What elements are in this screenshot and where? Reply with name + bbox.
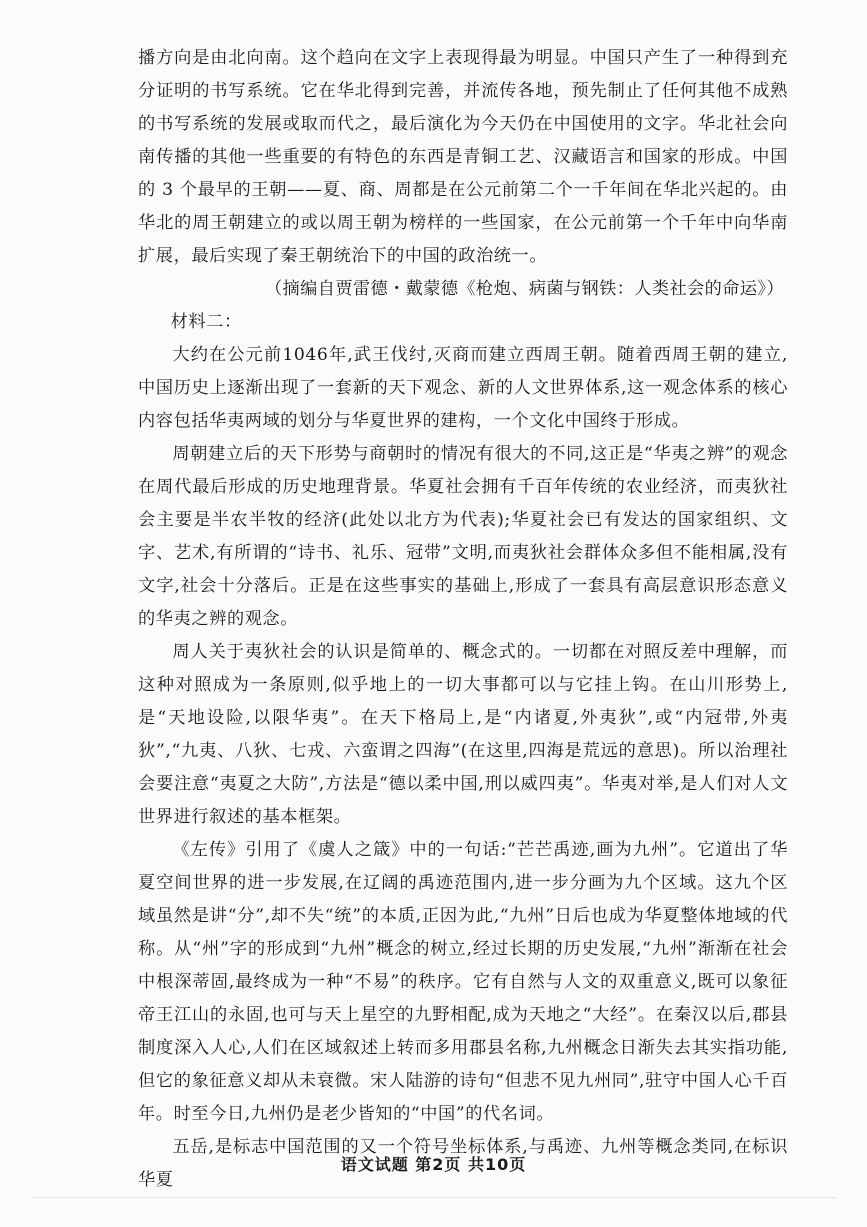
source-citation: （摘编自贾雷德・戴蒙德《枪炮、病菌与钢铁：人类社会的命运》）	[264, 279, 784, 299]
material-two-label: 材料二：	[170, 312, 242, 332]
paragraph-jiuzhou: 《左传》引用了《虞人之箴》中的一句话:“芒芒禹迹,画为九州”。它道出了华夏空间世界的进一步发展,在辽阔的禹迹范围内,进一步分画为九个区域。这九个区域虽然是讲“分”,却不失“统”的本质,正因为此,“九州”日后也成为华夏整体地域的代称。从“州”字的形成到“九州”概念的树立,经过长期的历史发展,“九州”渐渐在社会中根深蒂固,最终成为一种“不易”的秩序。它有自然与人文的双重意义,既可以象征帝王江山的永固,也可与天上星空的九野相配,成为天地之“大经”。在秦汉以后,郡县制度深入人心,人们在区域叙述上转而多用郡县名称,九州概念日渐失去其实指功能,但它的象征意义却从未衰微。宋人陆游的诗句“但悲不见九州同”,驻守中国人心千百年。时至今日,九州仍是老少皆知的“中国”的代名词。	[138, 840, 788, 1124]
paragraph-western-zhou: 大约在公元前1046年,武王伐纣,灭商而建立西周王朝。随着西周王朝的建立,中国历史上逐渐出现了一套新的天下观念、新的人文世界体系,这一观念体系的核心内容包括华夷两域的划分与华夏世界的建构，一个文化中国终于形成。	[138, 345, 788, 431]
paragraph-zhou-view: 周人关于夷狄社会的认识是简单的、概念式的。一切都在对照反差中理解，而这种对照成为一条原则,似乎地上的一切大事都可以与它挂上钩。在山川形势上,是“天地设险,以限华夷”。在天下格局上,是“内诸夏,外夷狄”,或“内冠带,外夷狄”,“九夷、八狄、七戎、六蛮谓之四海”(在这里,四海是荒远的意思)。所以治理社会要注意“夷夏之大防”,方法是“德以柔中国,刑以威四夷”。华夷对举,是人们对人文世界进行叙述的基本框架。	[138, 642, 788, 827]
scan-edge-line	[30, 1197, 837, 1198]
page-footer: 语文试题 第2页 共10页	[340, 1155, 527, 1174]
paragraph-hua-yi-distinction: 周朝建立后的天下形势与商朝时的情况有很大的不同,这正是“华夷之辨”的观念在周代最后形成的历史地理背景。华夏社会拥有千百年传统的农业经济，而夷狄社会主要是半农半牧的经济(此处以北方为代表);华夏社会已有发达的国家组织、文字、艺术,有所谓的“诗书、礼乐、冠带”文明,而夷狄社会群体众多但不能相属,没有文字,社会十分落后。正是在这些事实的基础上,形成了一套具有高层意识形态意义的华夷之辨的观念。	[138, 444, 788, 629]
paragraph-wuyue: 五岳,是标志中国范围的又一个符号坐标体系,与禹迹、九州等概念类同,在标识华夏	[138, 1137, 788, 1190]
paragraph-continued: 播方向是由北向南。这个趋向在文字上表现得最为明显。中国只产生了一种得到充分证明的书写系统。它在华北得到完善，并流传各地，预先制止了任何其他不成熟的书写系统的发展或取而代之，最后演化为今天仍在中国使用的文字。华北社会向南传播的其他一些重要的有特色的东西是青铜工艺、汉藏语言和国家的形成。中国的 3 个最早的王朝——夏、商、周都是在公元前第二个一千年间在华北兴起的。由华北的周王朝建立的或以周王朝为榜样的一些国家，在公元前第一个千年中向华南扩展，最后实现了秦王朝统治下的中国的政治统一。	[138, 48, 788, 266]
article-body	[138, 42, 788, 1197]
